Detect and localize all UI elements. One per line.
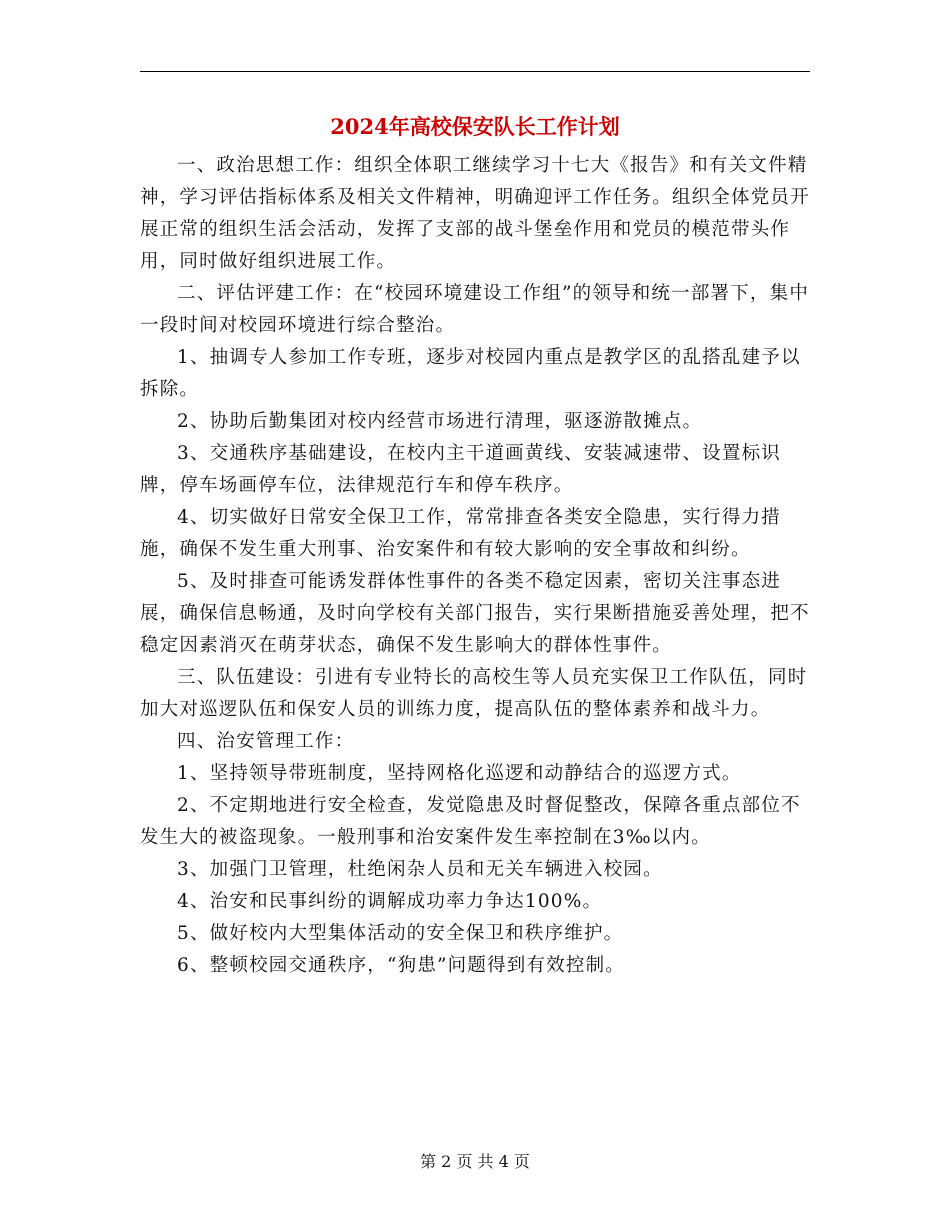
paragraph-security-item-2: 2、不定期地进行安全检查，发觉隐患及时督促整改，保障各重点部位不发生大的被盗现象。一般刑事和治安案件发生率控制在3‰以内。 [140,795,801,848]
paragraph-security-item-3: 3、加强门卫管理，杜绝闲杂人员和无关车辆进入校园。 [177,859,663,880]
paragraph-security-item-4: 4、治安和民事纠纷的调解成功率力争达100%。 [177,891,603,912]
paragraph-item-4: 4、切实做好日常安全保卫工作，常常排查各类安全隐患，实行得力措施，确保不发生重大刑事、治安案件和有较大影响的安全事故和纠纷。 [140,507,781,560]
paragraph-item-3: 3、交通秩序基础建设，在校内主干道画黄线、安装减速带、设置标识牌，停车场画停车位，法律规范行车和停车秩序。 [140,443,781,496]
paragraph-security-item-6: 6、整顿校园交通秩序，“狗患”问题得到有效控制。 [177,955,625,976]
paragraph-team-building: 三、队伍建设：引进有专业特长的高校生等人员充实保卫工作队伍，同时加大对巡逻队伍和保安人员的训练力度，提高队伍的整体素养和战斗力。 [140,667,808,720]
paragraph-item-2: 2、协助后勤集团对校内经营市场进行清理，驱逐游散摊点。 [177,411,703,432]
paragraph-security-management: 四、治安管理工作： [177,731,355,752]
paragraph-security-item-5: 5、做好校内大型集体活动的安全保卫和秩序维护。 [177,923,624,944]
paragraph-item-1: 1、抽调专人参加工作专班，逐步对校园内重点是教学区的乱搭乱建予以拆除。 [140,347,801,400]
document-title: 2024年高校保安队长工作计划 [330,114,620,139]
page-footer: 第 2 页 共 4 页 [420,1152,530,1171]
paragraph-item-5: 5、及时排查可能诱发群体性事件的各类不稳定因素，密切关注事态进展，确保信息畅通，及时向学校有关部门报告，实行果断措施妥善处理，把不稳定因素消灭在萌芽状态，确保不发生影响大的群体性事件。 [140,571,810,656]
paragraph-evaluation-work: 二、评估评建工作：在“校园环境建设工作组”的领导和统一部署下，集中一段时间对校园环境进行综合整治。 [140,283,810,336]
document-body [140,150,820,982]
header-rule [140,71,810,72]
paragraph-political-work: 一、政治思想工作：组织全体职工继续学习十七大《报告》和有关文件精神，学习评估指标体系及相关文件精神，明确迎评工作任务。组织全体党员开展正常的组织生活会活动，发挥了支部的战斗堡垒作用和党员的模范带头作用，同时做好组织进展工作。 [140,155,810,272]
paragraph-security-item-1: 1、坚持领导带班制度，坚持网格化巡逻和动静结合的巡逻方式。 [177,763,742,784]
